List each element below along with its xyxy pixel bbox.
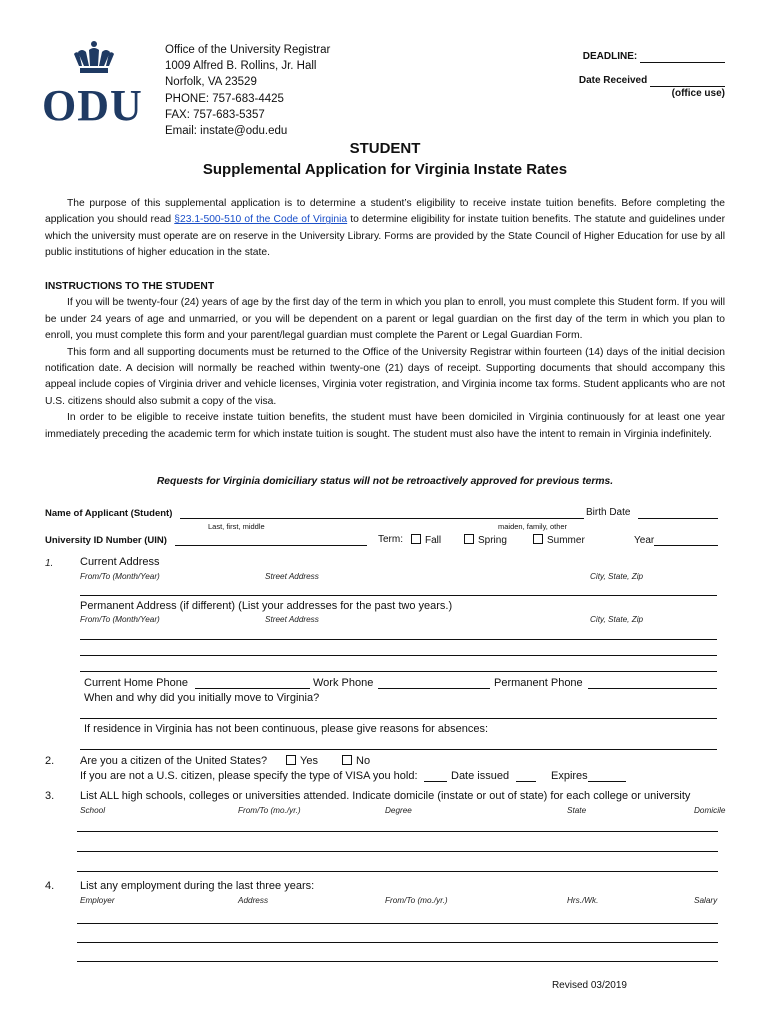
registrar-address: [165, 42, 330, 139]
term-fall-option[interactable]: [411, 534, 441, 546]
school-from-to-col: From/To (mo./yr.): [238, 806, 301, 815]
date-received-field[interactable]: [650, 75, 725, 87]
email: Email: instate@odu.edu: [165, 125, 288, 138]
revision-date: Revised 03/2019: [551, 980, 627, 991]
city-hint-2: City, State, Zip: [590, 615, 644, 624]
instructions-p3: In order to be eligible to receive instate tuition benefits, the student must have been domiciled in Virginia continuously for at least one year immediately preceding the academic term for which instate tuition is sought. The student must also have the intent to remain in Virginia indefinitely.: [45, 412, 725, 440]
spring-checkbox[interactable]: [464, 534, 474, 544]
instructions-p1: If you will be twenty-four (24) years of age by the first day of the term in which you plan to enroll, you must complete this Student form. If you will be under 24 years of age and unmarried, or you will be dependent on a parent or legal guardian on the first day of the term in which you plan to enroll, you must complete this form and your parent/legal guardian must complete the Parent or Legal Guardian Form.: [45, 297, 725, 342]
visa-field[interactable]: [424, 781, 447, 782]
school-row-3[interactable]: [77, 871, 718, 872]
birth-date-field[interactable]: [638, 518, 718, 519]
employment-question: List any employment during the last three years:: [80, 880, 315, 892]
move-reason-field[interactable]: [80, 718, 717, 719]
uin-label: University ID Number (UIN): [45, 535, 167, 546]
q4-number: 4.: [45, 880, 55, 892]
crown-icon: [72, 40, 116, 78]
permanent-address-line-3[interactable]: [80, 671, 717, 672]
instructions-heading: INSTRUCTIONS TO THE STUDENT: [45, 281, 215, 292]
permanent-phone-field[interactable]: [588, 688, 717, 689]
employer-address-col: Address: [238, 896, 269, 905]
visa-label: If you are not a U.S. citizen, please specify the type of VISA you hold:: [80, 770, 418, 782]
employment-row-2[interactable]: [77, 942, 718, 943]
street-hint-2: Street Address: [265, 615, 319, 624]
q1-number: 1.: [45, 558, 54, 569]
yes-checkbox[interactable]: [286, 755, 296, 765]
home-phone-field[interactable]: [195, 688, 310, 689]
intro-paragraph: [45, 196, 725, 262]
permanent-phone-label: Permanent Phone: [494, 677, 583, 689]
office-name: Office of the University Registrar: [165, 44, 331, 56]
city-state-zip: Norfolk, VA 23529: [165, 76, 257, 89]
date-received-label: Date Received: [578, 75, 648, 86]
birth-date-label: Birth Date: [586, 507, 631, 518]
employment-row-3[interactable]: [77, 961, 718, 962]
deadline-label: DEADLINE:: [582, 51, 638, 62]
hours-col: Hrs./Wk.: [567, 896, 599, 905]
date-issued-label: Date issued: [451, 770, 510, 782]
school-row-1[interactable]: [77, 831, 718, 832]
citizen-no-option[interactable]: [342, 755, 370, 767]
city-hint-1: City, State, Zip: [590, 572, 644, 581]
logo-text: ODU: [42, 81, 143, 130]
state-col: State: [567, 806, 587, 815]
name-field[interactable]: [180, 518, 584, 519]
employment-row-1[interactable]: [77, 923, 718, 924]
permanent-address-line-2[interactable]: [80, 655, 717, 656]
date-issued-field[interactable]: [516, 781, 536, 782]
current-address-field[interactable]: [80, 595, 717, 596]
salary-col: Salary: [694, 896, 718, 905]
maiden-hint: maiden, family, other: [498, 522, 568, 531]
home-phone-label: Current Home Phone: [84, 677, 188, 689]
work-phone-label: Work Phone: [313, 677, 374, 689]
fall-checkbox[interactable]: [411, 534, 421, 544]
intro-text-1: The purpose of this supplemental application is to determine a student’s eligibility to receive instate tuition benefits. Before completing the application you should read: [45, 198, 725, 226]
fall-label: Fall: [425, 535, 442, 546]
expires-label: Expires: [551, 770, 588, 782]
permanent-address-label: Permanent Address (if different) (List your addresses for the past two years.): [80, 600, 453, 612]
domicile-col: Domicile: [694, 806, 726, 815]
form-subtitle: Supplemental Application for Virginia Instate Rates: [202, 161, 568, 178]
no-label: No: [356, 755, 371, 767]
citizen-question: Are you a citizen of the United States?: [80, 755, 268, 767]
permanent-address-line-1[interactable]: [80, 639, 717, 640]
employer-col: Employer: [80, 896, 115, 905]
absences-label: If residence in Virginia has not been continuous, please give reasons for absences:: [84, 723, 488, 735]
instructions-p2: This form and all supporting documents must be returned to the Office of the University Registrar within fourteen (14) days of the initial decision notification date. A decision will normally be reached within twenty-one (21) days of receipt. Supporting documents that should accompany this appeal include copies of Virginia driver and vehicle licenses, Virginia voter registration, and Virginia income tax forms. Student applicants who are not U.S. citizens should also submit a copy of the visa.: [45, 346, 725, 407]
yes-label: Yes: [300, 755, 318, 767]
employment-from-to-col: From/To (mo./yr.): [385, 896, 448, 905]
instructions-section: [45, 279, 725, 443]
no-checkbox[interactable]: [342, 755, 352, 765]
q3-number: 3.: [45, 790, 55, 802]
retroactive-notice: Requests for Virginia domiciliary status will not be retroactively approved for previous terms.: [156, 476, 614, 487]
office-use-block: [579, 50, 725, 100]
term-spring-option[interactable]: [464, 534, 507, 546]
from-to-hint-2: From/To (Month/Year): [80, 615, 160, 624]
work-phone-field[interactable]: [378, 688, 490, 689]
name-label: Name of Applicant (Student): [45, 508, 173, 519]
absences-field[interactable]: [80, 749, 717, 750]
year-field[interactable]: [654, 545, 718, 546]
school-col: School: [80, 806, 106, 815]
school-row-2[interactable]: [77, 851, 718, 852]
term-label: Term:: [378, 534, 403, 545]
from-to-hint-1: From/To (Month/Year): [80, 572, 160, 581]
street-address: 1009 Alfred B. Rollins, Jr. Hall: [165, 60, 317, 73]
uin-field[interactable]: [175, 545, 367, 546]
name-hint: Last, first, middle: [208, 522, 265, 531]
form-title: STUDENT: [349, 140, 421, 157]
street-hint-1: Street Address: [265, 572, 319, 581]
expires-field[interactable]: [588, 781, 626, 782]
q2-number: 2.: [45, 755, 55, 767]
current-address-label: Current Address: [80, 556, 160, 568]
intro-text-2: to determine eligibility for instate tuition benefits. The statute and guidelines under which the university must operate are on reserve in the University Library. Forms are provided by the State Council of Higher Education for use by all public institutions of higher education in the state.: [45, 214, 725, 259]
code-of-virginia-link[interactable]: §23.1-500-510 of the Code of Virginia: [174, 214, 348, 226]
deadline-field[interactable]: [640, 51, 725, 63]
office-use-label: (office use): [671, 88, 725, 99]
move-reason-label: When and why did you initially move to Virginia?: [84, 692, 320, 704]
summer-checkbox[interactable]: [533, 534, 543, 544]
spring-label: Spring: [478, 535, 507, 546]
phone: PHONE: 757-683-4425: [165, 92, 284, 105]
odu-logo: [42, 40, 152, 135]
citizen-yes-option[interactable]: [286, 755, 318, 767]
year-label: Year: [634, 535, 655, 546]
fax: FAX: 757-683-5357: [165, 108, 265, 121]
schools-question: List ALL high schools, colleges or universities attended. Indicate domicile (instate or out of state) for each college or university: [80, 790, 691, 802]
summer-label: Summer: [547, 535, 585, 546]
degree-col: Degree: [385, 806, 412, 815]
term-summer-option[interactable]: [533, 534, 585, 546]
